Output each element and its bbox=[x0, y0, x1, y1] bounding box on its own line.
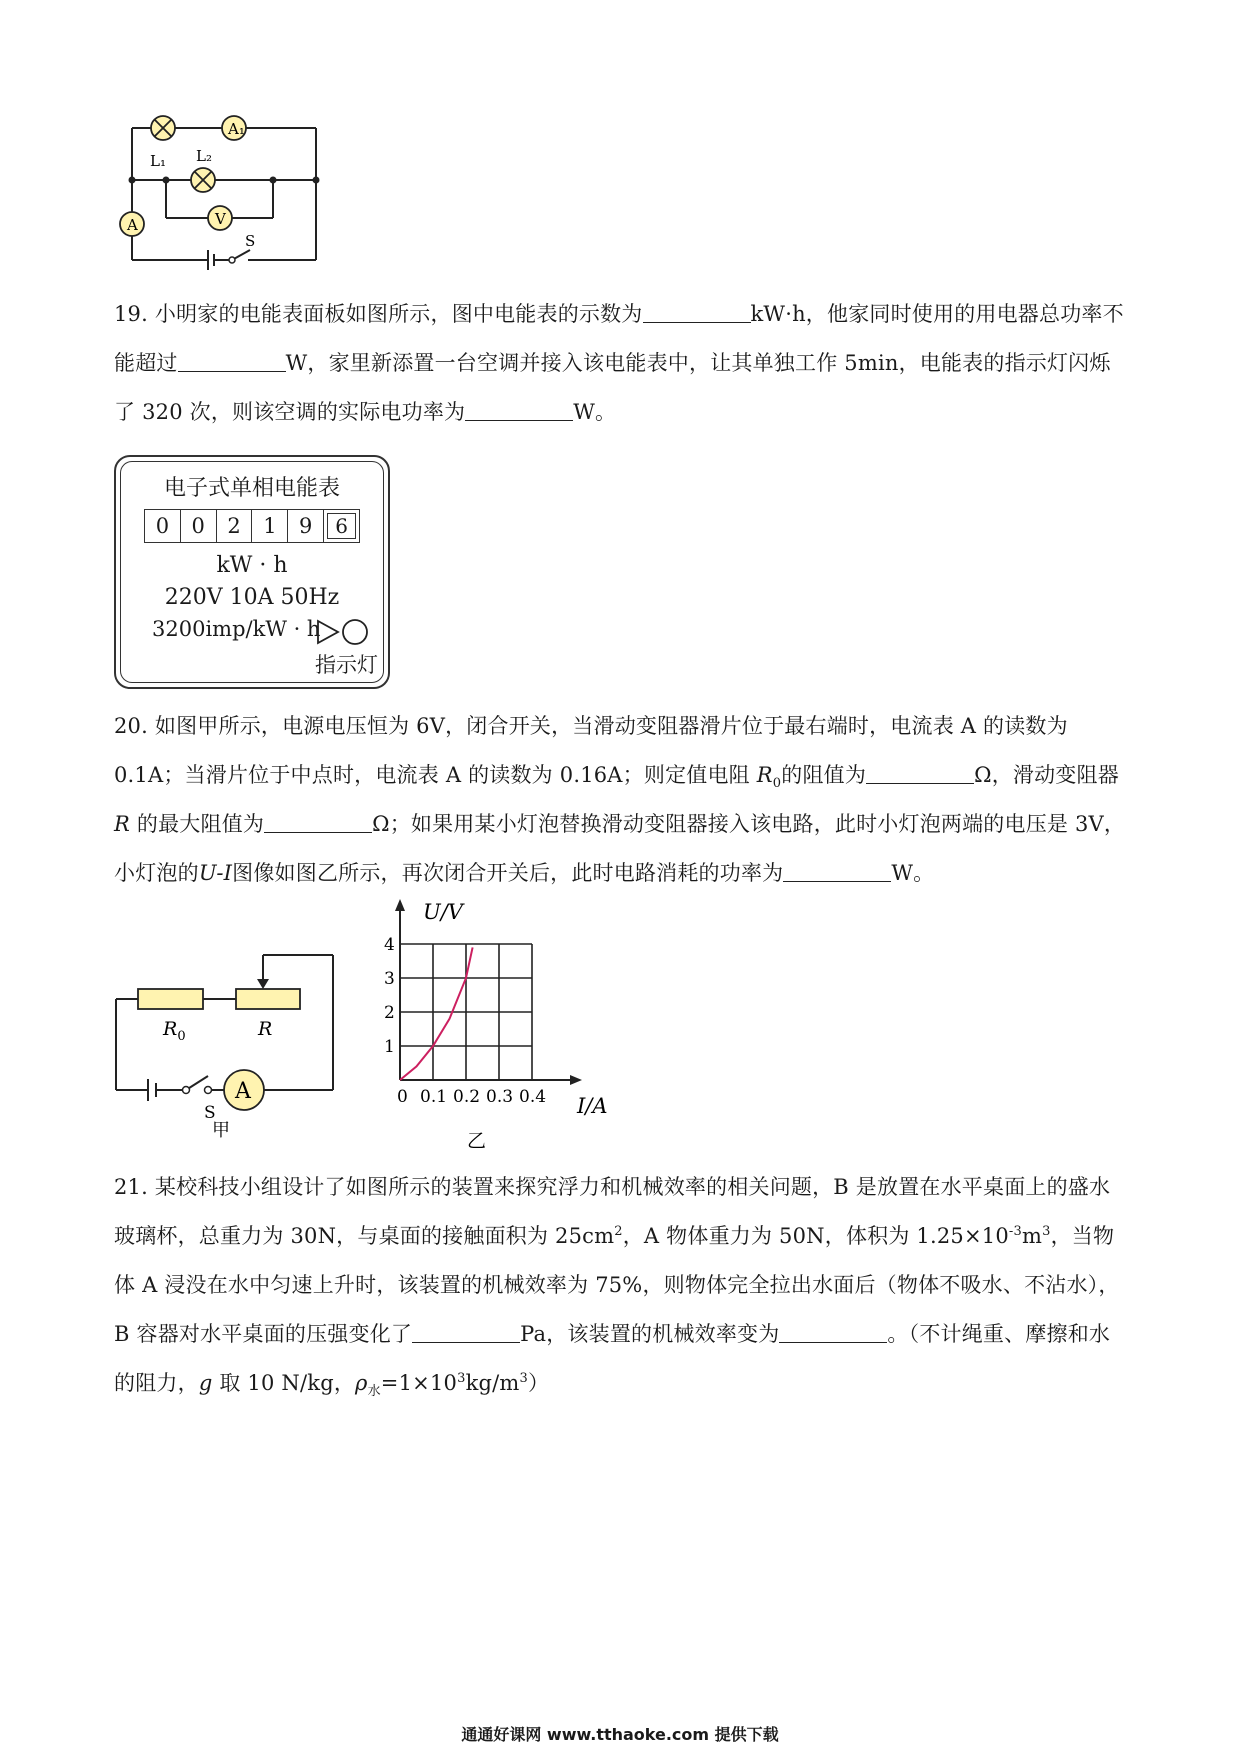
ammeter-label: A bbox=[127, 216, 138, 234]
ammeter-label: A bbox=[235, 1079, 251, 1104]
resistor-r0-icon bbox=[138, 989, 203, 1009]
meter-title: 电子式单相电能表 bbox=[163, 476, 340, 501]
question-number: 21. bbox=[114, 1175, 148, 1199]
question-21: 21. 某校科技小组设计了如图所示的装置来探究浮力和机械效率的相关问题，B 是放置在水平桌面上的盛水玻璃杯，总重力为 30N，与桌面的接触面积为 $25cm^2$，A 物体重力为 50N，体积为 $1.25\times 10^{-3}m^3$，当物体 A 浸没在水中匀速上升时，该装置的机械效率为 75%，则物体完全拉出水面后（物体不吸水、不沾水），B 容器对水平桌面的压强变化了 Pa，该装置的机械效率变为 。（不计绳重、摩擦和水的阻力，g 取 10 N/kg，$\rho_水=1\times 10^3kg/m^3$） bbox=[114, 1175, 1120, 1400]
question-number: 19. bbox=[114, 302, 148, 326]
meter-digit-row bbox=[144, 509, 360, 543]
y-axis-arrow bbox=[395, 899, 405, 911]
answer-blank[interactable] bbox=[779, 1320, 887, 1343]
y-tick-label: 2 bbox=[384, 1003, 395, 1023]
y-tick-label: 1 bbox=[384, 1037, 395, 1057]
voltmeter-label: V bbox=[215, 210, 226, 228]
meter-spec: 220V 10A 50Hz bbox=[164, 585, 340, 610]
meter-digit: 0 bbox=[145, 510, 181, 542]
switch-label: S bbox=[204, 1103, 216, 1123]
r-label: R bbox=[258, 1018, 273, 1040]
lamp-l1-label: L₁ bbox=[150, 152, 166, 170]
x-tick-label: 0.1 bbox=[420, 1087, 448, 1107]
circuit-figure-jia bbox=[108, 935, 348, 1140]
figure-caption: 乙 bbox=[467, 1130, 487, 1152]
ui-chart bbox=[375, 895, 635, 1155]
x-tick-label: 0 bbox=[397, 1087, 408, 1107]
y-axis-label: U/V bbox=[423, 900, 463, 924]
indicator-label: 指示灯 bbox=[315, 653, 378, 677]
x-axis-arrow bbox=[570, 1075, 582, 1085]
answer-blank[interactable] bbox=[178, 349, 286, 372]
answer-blank[interactable] bbox=[264, 810, 372, 833]
chart-series-line bbox=[400, 947, 473, 1080]
meter-decimal-digit: 6 bbox=[324, 510, 359, 542]
lamp-l1-icon bbox=[151, 116, 175, 140]
question-19: 19. 小明家的电能表面板如图所示，图中电能表的示数为 kW·h，他家同时使用的用电器总功率不能超过 W，家里新添置一台空调并接入该电能表中，让其单独工作 5min，电能表的指示灯闪烁了 320 次，则该空调的实际电功率为 W。 bbox=[114, 302, 1124, 424]
x-tick-label: 0.2 bbox=[453, 1087, 481, 1107]
footer-source: 通通好课网 www.tthaoke.com 提供下载 bbox=[461, 1725, 779, 1744]
chart-grid bbox=[400, 944, 532, 1080]
x-tick-labels bbox=[397, 1087, 546, 1107]
meter-digit: 1 bbox=[252, 510, 288, 542]
y-tick-labels bbox=[384, 935, 395, 1057]
circuit-figure-1 bbox=[108, 100, 338, 280]
meter-digit: 2 bbox=[217, 510, 253, 542]
answer-blank[interactable] bbox=[783, 859, 891, 882]
ammeter-a1-label: A₁ bbox=[228, 120, 245, 138]
x-tick-label: 0.4 bbox=[519, 1087, 547, 1107]
x-tick-label: 0.3 bbox=[486, 1087, 514, 1107]
figure-caption: 甲 bbox=[212, 1120, 230, 1140]
answer-blank[interactable] bbox=[866, 761, 974, 784]
meter-unit: kW · h bbox=[216, 553, 288, 578]
question-number: 20. bbox=[114, 714, 148, 738]
meter-imp: 3200imp/kW · h bbox=[152, 617, 321, 641]
answer-blank[interactable] bbox=[465, 398, 573, 421]
lamp-l2-icon bbox=[191, 168, 215, 192]
answer-blank[interactable] bbox=[412, 1320, 520, 1343]
y-tick-label: 3 bbox=[384, 969, 395, 989]
indicator-light-icon bbox=[316, 617, 370, 647]
x-axis-label: I/A bbox=[577, 1094, 608, 1118]
switch-label: S bbox=[245, 232, 256, 250]
meter-digit: 9 bbox=[288, 510, 324, 542]
answer-blank[interactable] bbox=[643, 300, 751, 323]
lamp-l2-label: L₂ bbox=[196, 147, 212, 165]
r0-label: $R_0$ bbox=[163, 1018, 186, 1044]
electric-meter-panel bbox=[114, 455, 390, 689]
y-tick-label: 4 bbox=[384, 935, 395, 955]
question-20: 20. 如图甲所示，电源电压恒为 6V，闭合开关，当滑动变阻器滑片位于最右端时，电流表 A 的读数为 0.1A；当滑片位于中点时，电流表 A 的读数为 0.16A；则定值电阻 $R_0$的阻值为 Ω，滑动变阻器 R 的最大阻值为 Ω；如果用某小灯泡替换滑动变阻器接入该电路，此时小灯泡两端的电压是 3V，小灯泡的U-I图像如图乙所示，再次闭合开关后，此时电路消耗的功率为 W。 bbox=[114, 714, 1126, 885]
rheostat-r-icon bbox=[236, 989, 300, 1009]
meter-digit: 0 bbox=[181, 510, 217, 542]
